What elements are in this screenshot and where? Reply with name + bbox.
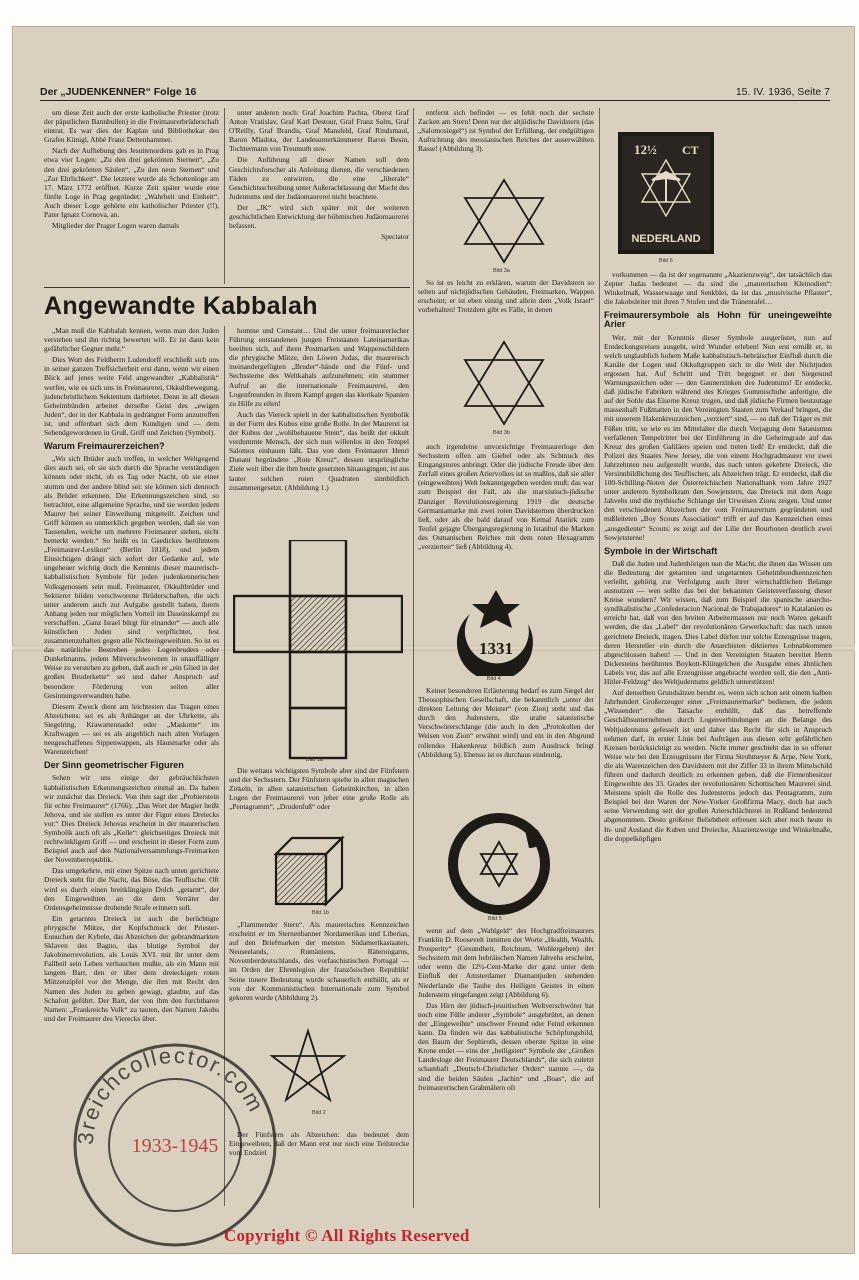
header-left: Der „JUDENKENNER“ Folge 16 [40, 86, 197, 98]
copyright-notice: Copyright © All Rights Reserved [224, 1226, 470, 1245]
article-column-3b: So ist es leicht zu erklären, warum der Davidstern so selten auf nichtjüdischen Gebäuden, Freimarken, Wappen erscheint; er ist eben einzig und allein dem „Volk Israel“ vorbehalten! Trotzdem gibt es Fälle, in denen [418, 278, 594, 315]
top-left-column: um diese Zeit auch der erste katholische Priester (trotz der päpstlichen Bannbullen) in die Freimaurerbrüderschaft eintrat. Es war dies der Kaplan und Bibliothekar des Grafen Künigl, Abbé Franz Dettenhammer. Nach der Aufhebung des Jesuitenordens gab es in Prag etwa vier Logen: „Zu den drei gekrönten Sternen“, „Zu den drei gekrönten Säulen“, „Zu den neun Sternen“ und „Zur Ehrlichkeit“. Die letztere wurde als Schottenloge am 17. März 1772 eröffnet. Kurze Zeit später wurde eine fünfte Loge in Prag gegründet: „Wahrheit und Einheit“. Auch dieser Loge gehörte ein katholischer Priester (!!), Pater Ignatz Cornova, an. Mitglieder der Prager Logen waren damals [44, 108, 219, 231]
caption-fig4: Bild 4 [487, 676, 501, 682]
figure-cube [272, 834, 346, 908]
header-right: 15. IV. 1936, Seite 7 [735, 86, 830, 98]
figure-star-of-david-a [461, 176, 547, 266]
caption-fig1: Bild 1a [306, 757, 323, 763]
article-column-2b: Die weitaus wichtigsten Symbole aber sind der Fünfstern und der Sechsstern. Der Fünfstern spielte in allen magischen Zirkeln, in allen satanistischen Geheimkirchen, in allen Logen der Freimaurerei von jeher eine große Rolle als „Pentagramm“, „Drudenfuß“ oder [229, 766, 409, 812]
caption-fig5: Bild 5 [488, 916, 502, 922]
column-divider [224, 108, 225, 284]
article-column-2d: Der Fünfstern als Abzeichen: das bedeutet dem Eingeweihten, daß der Mann erst nur noch eine Teilstrecke vom Endziel [229, 1130, 409, 1158]
article-column-3: entfernt sich befindet — es fehlt noch der sechste Zacken am Stern! Denn nur der altjüdische Davidstern (das „Salomosiegel“) ist Symbol der Erfüllung, der endgültigen Aufrichtung des messianischen Reiches der auserwählten Rasse! (Abbildung 3). [418, 108, 594, 154]
section-rule [44, 287, 410, 288]
article-column-2: homme und Constant… Und die unter freimaurerischer Führung entstandenen jungen Freistaaten Lateinamerikas beeilten sich, auf ihren Postmarken und Wappenschildern die phrygische Mütze, den Löwen Judas, die maurerisch ineinandergefügten „Bruder“-hände und die Fünf- und Sechssterne des Weltkahals aufzunehmen; ein stummer Aufruf an die internationale Freimaurerei, den Logenfreunden in ihrem Kampf gegen das klerikale Spanien zu Hilfe zu eilen! Auch das Viereck spielt in der kabbalistischen Symbolik in der Form des Kubus eine große Rolle. In der Maurerei ist der Kubus der „wohlbehauene Stein“, das heißt der okkult verdummte Mensch, der sich nun willenlos in den Tempel Salomos einbauen läßt. Das von dem Freimaurer Henri Dunant begründete „Rote Kreuz“, dessen ursprüngliche Ziele weit über die ihm heute gesetzten hinausgingen, ist aus lauter solchen roten Quadraten sinnbildlich zusammengesetzt. (Abbildung 1.) [229, 326, 409, 492]
article-column-2c: „Flammender Stern“. Als maurerisches Kennzeichen erscheint er im Sternenbanner Nordamerikas und Liberias, auf den Briefmarken der meisten Südamerikastaaten, Neuseelands, Rumäniens, Räterungarns, Novemberdeutschlands, des vorfaschistischen Portugal — im Orden der Ehrenlegion der französischen Republik! Seine innere Bedeutung wurde schauerlich enthüllt, als er von der Kommunistischen Internationale zum Symbol gekoren wurde (Abbildung 2). [229, 920, 409, 1002]
stamp-outer-text: 3reichcollector.com [72, 1042, 270, 1146]
figure-pentagram [268, 1028, 348, 1108]
figure-nederland-stamp [618, 132, 714, 254]
article-column-3e: wenn auf dem „Wahlgeld“ des Hochgradfreimaurers Franklin D. Roosevelt inmitten der Worte „Health, Wealth, Prosperity“ (Gesundheit, Reichtum, Wohlergehen) der Sechsstern mit dem hebräischen Namen Jahvehs erscheint, oder wenn die 12½-Cent-Marke der ganz unter dem Einfluß der Amsterdamer Diamantjuden stehenden Niederlande die Taube des Heiligen Geistes in einen Judenstern eingefangen zeigt (Abbildung 6). Das Hirn der jüdisch-jesuitischen Weltverschwörer hat noch eine Fülle anderer „Symbole“ ausgebrütet, an denen der „Eingeweihte“ unschwer Freund oder Feind erkennen kann. Da finden wir das kabbalistische Schöpfungsbild, den Baum der Sephiroth, dessen oberste Spitze in eine Krone endet — eins der „heiligsten“ Symbole der „Großen Landesloge der Freimaurer Deutschlands“, die sich zuletzt schamhaft „Deutsch-Christlicher Orden“ nannte —, da sind die beiden Säulen „Jachin“ und „Boas“, die auf freimaurerischen Grabmälern oft [418, 926, 594, 1092]
stamp6-value: 12½ [634, 142, 657, 157]
stamp-fig4-text: 1331 [479, 639, 513, 658]
article-column-3c: auch irgendeine unvorsichtige Freimaurerloge den Sechsstern offen am Giebel oder als Schmuck des Eingangstores anbringt. Oder die jüdische Freude über den Zerfall eines großen Ariervolkes ist so maßlos, daß sie aller (eingeweihten) Welt bekanntgegeben werden muß; das war zum Beispiel der Fall, als die marxistisch-jüdische Danziger Revolutionsregierung 1919 die deutsche Germaniamarke mit zwei roten Davidsternen überdrucken ließ, oder als die bald darauf von Kemal Atatürk zum Teufel gejagte Übergangsregierung in Istanbul die Marken des Osmanischen Reiches mit dem roten Hexagramm „verzierten“ ließ (Abbildung 4). [418, 442, 594, 552]
article-column-1: „Man muß die Kabbalah kennen, wenn man den Juden verstehen und ihn richtig bewerten will. Er ist dann kein gefährlicher Gegner mehr.“ Dies Wort des Feldherrn Ludendorff erschließt sich uns in seiner ganzen Treffsicherheit erst dann, wenn wir einen Blick auf jenes weite Feld angewandter „Kabbalistik“ werfen, wie es sich uns in Freimaurerei, Okkultbewegung, judenchristlichem Sektentum darbietet. Denn in all diesen Geheimbünden arbeitet derselbe Geist des „ewigen Juden“, der in der Kabbala in gedrängter Form anzutreffen ist, und offenbart sich dem Kundigen und — dem Sehendgewordenen in Gruß, Griff und Zeichen (Symbol). Warum Freimaurerzeichen? „Wo sich Brüder auch treffen, in welcher Weltgegend dies auch sei, ob sie sich durch die Sprache verständigen können oder nicht, ob es Tag oder Nacht, ob sie einer stumm und der andere blind sei: sie können sich dennoch als Brüder erkennen. Die Erkennungszeichen sind, so betrachtet, eine allgemeine Sprache, und sie werden jedem Maurer bei seiner Einweihung mitgeteilt. Zeichen und Griff können so unmerklich gegeben werden, daß sie von Tausenden, welche um mehrere Freimaurer stehen, nicht bemerkt werden.“ So heißt es in Gaedickes berühmtem „Freimaurer-Lexikon“ (Berlin 1818), und jedem Einsichtigen drängt sich sofort der Gedanke auf, wie ungeheuer wichtig doch die Kenntnis dieser maurerisch-kabbalistischen Symbole für jeden judenkennerischen Volksgenossen sein muß. Freimaurer, Okkultbrüder und Sektierer bilden verschworene Brüderschaften, die sich unter anderem auch zur Aufgabe gestellt haben, ihrem Anhang jeden nur möglichen Vorteil im Daseinskampf zu verschaffen. „Ganz Israel bürgt für einander“ — auch alle künstlichen Juden sind verpflichtet, fest zusammenzuhalten gegen alle Nichteingeweihten. So ist es das natürliche Bestreben jedes Logenbruders oder Dunkelmanns, jedem Mitverschworenen in unauffälliger Weise zu verstehen zu geben, daß auch er „ein Glied in der großen Bruderkette“ sei und daher Anspruch auf besondere Förderung von seiten aller Gesinnungsverwandten habe. Diesem Zweck dient am leichtesten das Tragen eines Abzeichens: sei es als Anhänger an der Uhrkette, als Siegelring, Krawattennadel oder „Maskotte“ im Kraftwagen — sei es als angeblich nach alten Vorlagen neugeschaffenes Sippenwappen, als Hausmarke oder als Warenzeichen! Der Sinn geometrischer Figuren Sehen wir uns einige der gebräuchlichsten kabbalistischen Erkennungszeichen einmal an. Da haben wir zunächst das Dreieck. Von ihm sagt der „Probierstein für echte Freimaurer“ (1766): „Das Wort der Magier heißt Jehova, und sie stellen es unter der Figur eines Dreiecks vor.“ Dies Dreieck Jehovas erscheint in der maurerischen Symbolik auch oft als „Kelle“: gleichseitiges Dreieck mit rechtwinkligem Griff — und erscheint in dieser Form zum Beispiel auch auf den Nationalversammlungs-Freimarken der Novemberrepublik. Das umgekehrte, mit einer Spitze nach unten gerichtete Dreieck steht für die Nacht, das Böse, das Teuflische. Oft wird es durch einen breitklingigen Dolch „getarnt“, der den Eingeweihten an die dem Verräter der Ordensgeheimnisse drohende Strafe erinnern soll. Ein getarntes Dreieck ist auch die berüchtigte phrygische Mütze, der Kopfschmuck der Priester-Eunuchen der Kybele, das Abzeichen der gebrandmarkten Sklaven des Bagno, das blutige Symbol der Jakobinerrevolution, als Louis XVI. mit ihr unter dem Fallbeil sein Leben verhauchen mußte, als ein Mann mit langem Bart, den er über dem dreieckigen roten Mützenzipfel vor der Menge, die ihm mit Recht den Namen des Juden zu geben gewagt, glaubte, auf das Schafott geführt. Der Bart, der von ihm den furchtbaren Namen: „Frankreichs Volk“ zu tauten, den Namen Jakobs und der Freimaurer des Vierecks über. [44, 326, 219, 1023]
stamp6-initials: CT [682, 143, 699, 157]
caption-fig3a: Bild 3a [493, 268, 510, 274]
stamp6-country: NEDERLAND [631, 233, 701, 245]
caption-fig3b: Bild 3b [493, 430, 510, 436]
article-title: Angewandte Kabbalah [44, 292, 318, 320]
subheading-hohn: Freimaurersymbole als Hohn für uneingeweihte Arier [604, 310, 832, 330]
caption-fig1b: Bild 1b [312, 910, 329, 916]
figure-crescent-star-stamp [450, 584, 542, 676]
caption-fig2: Bild 2 [312, 1110, 326, 1116]
page-header [40, 86, 830, 101]
signature: Spectator [381, 232, 409, 242]
figure-theosophical-seal [447, 812, 551, 916]
subheading-sinn: Der Sinn geometrischer Figuren [44, 760, 184, 771]
top-middle-column: unter anderen noch: Graf Joachim Pachta, Oberst Graf Anton Vratislav, Graf Karl Destour, Graf Franz Salm, Graf O'Reilly, Graf Brandis, Graf Mansfeld, Graf Rindsmaul, Baron Mladota, der Landesunterkämmerer Baron Besin, Tochtermann von Treumuth usw. Die Anführung all dieser Namen soll dem Geschichtsforscher als Anleitung dienen, die verschiedenen Fäden zu entwirren, die eine „liberale“ Geschichtsschreibung unter Außerachtlassung der Macht des Judentums und der Judäomaurerei nicht beachtete. Der „JK“ wird sich später mit der weiteren geschichtlichen Entwicklung der böhmischen Judäomaurerei befassen. Spectator [229, 108, 409, 242]
caption-fig6: Bild 6 [659, 258, 673, 264]
figure-star-of-david-b [461, 338, 547, 428]
stamp-years: 1933-1945 [131, 1135, 219, 1157]
column-divider [413, 108, 414, 1208]
subheading-warum: Warum Freimaurerzeichen? [44, 441, 165, 452]
collector-watermark-stamp [70, 1040, 280, 1250]
subheading-wirtschaft: Symbole in der Wirtschaft [604, 545, 718, 556]
figure-cross-cube-net [233, 540, 403, 760]
column-divider [599, 108, 600, 1208]
article-column-3d: Keiner besonderen Erläuterung bedarf es zum Siegel der Theosophischen Gesellschaft, die bekanntlich „unter der direkten Leitung der Meister“ (von Zion) steht und das durch den Judenstern, die uralte satanistische Verschwörerschlange (die auch in den „Protokollen der Weisen von Zion“ erwähnt wird) und ein in den Abgrund rollendes Hakenkreuz bildlich zum Ausdruck bringt (Abbildung 5). Ebenso ist es durchaus eindeutig, [418, 686, 594, 759]
article-column-4: vorkommen — da ist der sogenannte „Akazienzweig“, der tatsächlich das Zepter Judas bedeutet — da sind die „maurerischen Kleinodien“: Winkelmaß, Wasserwaage und Senkblei, da ist das „musivische Pflaster“, die Jakobsleiter mit ihren 7 Stufen und die Tränentafel… Freimaurersymbole als Hohn für uneingeweihte Arier Wer, mit der Kenntnis dieser Symbole ausgerüstet, nun auf Entdeckungsreisen ausgeht, wird Wunder erleben! Nun erst ermißt er, in welch unglaublich hohem Maße kabbalistisch-hebräischer Einfluß durch die Kanäle der Logen und Okkultgruppen sich in die Welt der Nichtjuden ergossen hat. Auf Schritt und Tritt begegnet er den Siegesund Warnungszeichen oder — den Gaunerzinken des Judentums! Er entdeckt, daß jüdische Fabriken während des Krieges Gummischuhe anfertigte, die auf der Sohle das Eiserne Kreuz trugen, und daß jüdische Firmen heutzutage massenhaft Fußmatten in den Vereinigten Staaten zum Verkauf bringen, die mit unserem Hakenkreuzzeichen „verziert“ sind, — so daß der Träger es mit Füßen tritt, so wie es im Mittelalter die durch Verjagung dem Satanismus verfallenen Tempelritter bei der Einführung in die Geheimgrade auf das Kreuz des großen Galiläers speien und treten ließ! Er entdeckt, daß die Polizei des Staates New Jersey, die von einem Hochgradmaurer vor zwei Jahrzehnten neu aufgestellt wurde, das nach unten gekehrte Dreieck, die Versinnbildlichung des Teuflischen, als Abzeichen trägt. Er entdeckt, daß die 100-Schilling-Noten der Österreichischen Nationalbank vom Jahre 1927 unter anderem Symbolkram den Sowjetstern, das Dreieck mit dem Auge Jahvehs und die mythische Schlange der Urweisen Zions zeigen. Und unter den verschiedenen Abzeichen der vom Freimaurertum gegründeten und mißleiteten „Boy Scouts Association“ trifft er auf das Kennzeichen eines „ausgediente“ Scouts: es zeigt auf der Lilie der Bourbonen deutlich zwei Sowjetsterne! Symbole in der Wirtschaft Daß die Juden und Judenhörigen nun die Macht, die ihnen das Wissen um die Bedeutung der getarnten und ungetarnten Geheimbundkennzeichen verleiht, gehörig zur Verfolgung auch ihrer wirtschaftlichen Belange ausnutzen — wen sollte das bei der bekannten Geistesverfassung dieser Kreise wundern? Wir wissen, daß zum Beispiel die spanische anarcho-syndikalistische „Confederacion Nacional de Trabajadores“ in Katalanien es erreicht hat, daß von den breiten Arbeitermassen nur noch Waren gekauft werden, die das „Label“ der revolutionären Gewerkschaft: das nach unten gerichtete Dreieck, tragen. Dies Label dürfen nur solche Erzeugnisse tragen, deren Hersteller ein durch die Anarchisten diktiertes Lohnabkommen abgeschlossen haben! — Und in den Vereinigten Staaten bereitet Herrn Dickesteins berühmtes Boykott-Klüngelchen die Ausgabe eines ähnlichen Labels vor, das auf alle Erzeugnisse angebracht werden soll, die den „Anti-Hitler-Feldzug“ des Weltjudentums geldlich unterstützen! Auf denselben Grundsätzen beruht es, wenn sich schon seit einem halben Jahrhundert Großerzeuger einer „Freimaurermarke“ bedienen, die jedem „Wissenden“ die Tatsache enthüllt, daß das betreffende Geschäftsunternehmen durch Logenverbindungen an die Belange des Weltjudentums gefesselt ist und daher das Recht für sich in Anspruch nehmen darf, in erster Linie bei Aufträgen aus diesen sehr gefährlichen Kreisen berücksichtigt zu werden. Nicht immer geschieht das in so offener Weise wie bei den Erzeugnissen der Firma Strohmeyer & Arpe, New York, die als Warenzeichen den Davidstern mit der Ziffer 33 in ihrem Mittelschild führen und dadurch deutlich zu erkennen geben, daß die Firmenbesitzer Eingeweihte des 33. Grades der revolutionären Schottischen Maurerei sind. Meistens spielt die Rolle des Judensterns jedoch das Pentagramm, zum Beispiel bei den Waren der New-Yorker Großfirma Macy, doch hat auch seine Verwendung seit der großen Arierschlächterei in Rußland bedeutend abgenommen. Desto größerer Beliebtheit erfreuen sich aber noch heute in In- und Ausland die Kuben und Dreiecke, Akazienzweige und Winkelmaße, die doppelköpfigen [604, 270, 832, 843]
